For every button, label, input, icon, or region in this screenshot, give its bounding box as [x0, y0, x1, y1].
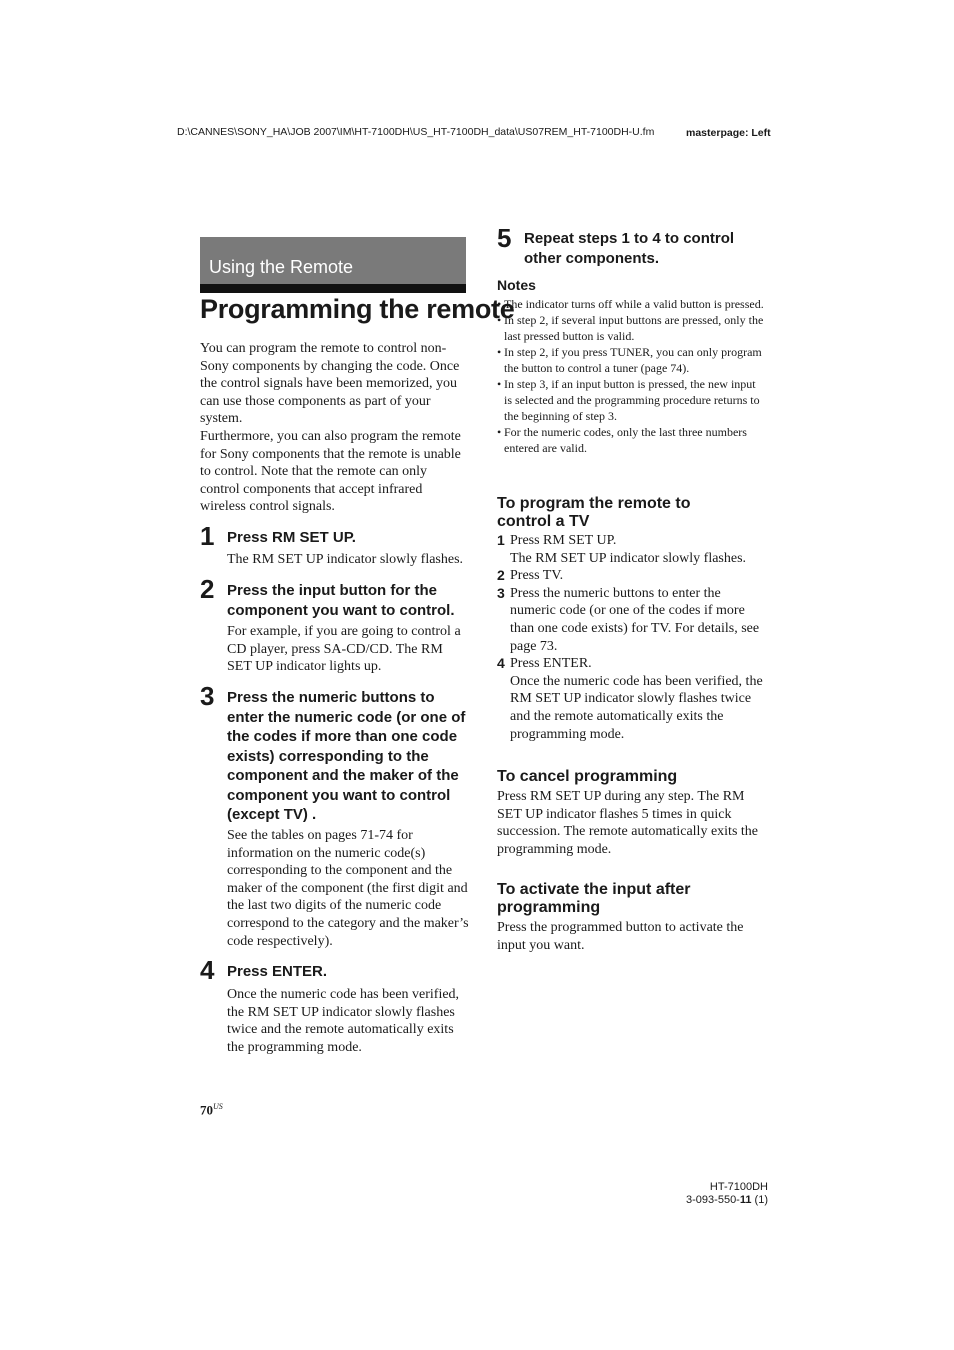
step-heading: Press the numeric buttons to enter the numeric code (or one of the codes if more than one code exists) corresponding to the component and the maker of the component you want to control (except TV) . — [227, 689, 466, 823]
item-number: 1 — [497, 532, 505, 548]
note-item: • In step 3, if an input button is pressed, the new input is selected and the programming procedure returns to the beginning of step 3. — [497, 376, 765, 424]
list-item — [497, 532, 765, 567]
list-item — [497, 655, 765, 743]
activate-body: Press the programmed button to activate the input you want. — [497, 920, 744, 953]
step-number: 1 — [200, 521, 215, 551]
step-number: 2 — [200, 574, 215, 604]
page-title: Programming the remote — [200, 294, 515, 324]
notes-list — [497, 296, 765, 456]
step-body: The RM SET UP indicator slowly flashes. — [227, 552, 464, 567]
program-tv-heading: To program the remote to control a TV — [497, 495, 691, 530]
step-body: For example, if you are going to control a CD player, press SA-CD/CD. The RM SET UP indicator lights up. — [227, 624, 461, 675]
part-code-prefix: 3-093-550- — [686, 1193, 740, 1206]
model-name: HT-7100DH — [709, 1181, 768, 1193]
banner-underline — [200, 284, 466, 293]
step-heading: Repeat steps 1 to 4 to control other components. — [524, 230, 735, 267]
item-text: Press the numeric buttons to enter the numeric code (or one of the codes if more than one code exists) for TV. For details, see page 73. — [510, 585, 760, 654]
page-number-suffix: US — [213, 1102, 223, 1111]
item-text: Press ENTER. Once the numeric code has been verified, the RM SET UP indicator slowly flashes twice and the remote automatically exits the programming mode. — [510, 656, 763, 742]
step-heading: Press RM SET UP. — [227, 529, 356, 546]
program-tv-list — [497, 532, 765, 743]
step-number: 5 — [497, 223, 512, 253]
part-code — [650, 1194, 768, 1207]
file-path-header: D:\CANNES\SONY_HA\JOB 2007\IM\HT-7100DH\US_HT-7100DH_data\US07REM_HT-7100DH-U.fm — [177, 126, 655, 138]
item-text: Press RM SET UP. The RM SET UP indicator slowly flashes. — [510, 533, 747, 566]
item-text: Press TV. — [510, 568, 564, 584]
step-heading: Press ENTER. — [227, 963, 328, 980]
cancel-body: Press RM SET UP during any step. The RM SET UP indicator flashes 5 times in quick succession. The remote automatically exits the programming mode. — [497, 789, 758, 857]
step-heading: Press the input button for the component you want to control. — [227, 582, 455, 619]
note-item: • In step 2, if you press TUNER, you can only program the button to control a tuner (page 74). — [497, 344, 765, 376]
cancel-heading: To cancel programming — [497, 768, 678, 785]
note-item: • For the numeric codes, only the last three numbers entered are valid. — [497, 424, 765, 456]
note-item: • In step 2, if several input buttons are pressed, only the last pressed button is valid. — [497, 312, 765, 344]
section-banner-label: Using the Remote — [209, 257, 354, 277]
step-number: 3 — [200, 681, 215, 711]
step-number: 4 — [200, 955, 215, 985]
list-item — [497, 585, 765, 655]
part-code-suffix: (1) — [751, 1193, 768, 1206]
intro-paragraph: You can program the remote to control non-Sony components by changing the code. Once the control signals have been memorized, you can use those components as part of your system. Furthermore, you can also program the remote for Sony components that the remote is unable to control. Note that the remote can only control components that accept infrared wireless control signals. — [200, 341, 461, 515]
notes-title: Notes — [497, 277, 536, 293]
item-number: 4 — [497, 655, 505, 672]
list-item — [497, 567, 765, 585]
page-number — [200, 1102, 223, 1118]
step-body: Once the numeric code has been verified, the RM SET UP indicator slowly flashes twice and the remote automatically exits the programming mode. — [227, 987, 460, 1055]
masterpage-label: masterpage: Left — [686, 127, 771, 139]
page-number-value: 70 — [200, 1102, 213, 1118]
note-item: • The indicator turns off while a valid button is pressed. — [497, 296, 765, 312]
section-banner — [200, 237, 466, 293]
part-code-bold: 11 — [739, 1193, 752, 1206]
footer-model-block — [650, 1181, 768, 1206]
step-body: See the tables on pages 71-74 for information on the numeric code(s) corresponding to the component and the maker of the component (the first digit and the last two digits of the numeric code correspond to the category and the maker’s code respectively). — [227, 828, 469, 949]
item-number: 3 — [497, 584, 505, 601]
item-number: 2 — [497, 567, 505, 584]
activate-heading: To activate the input after programming — [497, 881, 691, 916]
